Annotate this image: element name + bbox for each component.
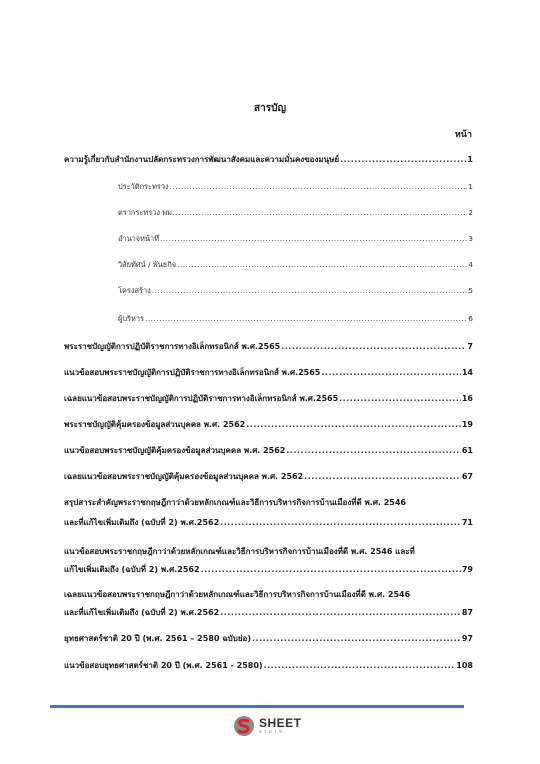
toc-entry-page: 16 — [461, 394, 473, 403]
toc-entry-page: 97 — [461, 634, 473, 643]
toc-entry[interactable] — [64, 418, 473, 431]
toc-entry-text: เฉลยแนวข้อสอบพระราชบัญญัติการปฏิบัติราชการทางอิเล็กทรอนิกส์ พ.ศ.2565 — [64, 394, 339, 403]
toc-subentry[interactable] — [64, 313, 473, 325]
footer-rule — [50, 705, 464, 708]
toc-entry-page: 14 — [461, 368, 473, 377]
toc-entry-text: ตรากระทรวง พม. — [118, 208, 175, 217]
toc-subentry[interactable] — [64, 285, 473, 297]
leader-dots — [321, 368, 460, 377]
toc-entry-page: 5 — [468, 286, 473, 295]
toc-entry-page: 3 — [468, 234, 473, 243]
toc-entry-page: 87 — [461, 608, 473, 617]
toc-subentry[interactable] — [64, 207, 473, 219]
toc-entry-text-line1: เฉลยแนวข้อสอบพระราชกฤษฎีกาว่าด้วยหลักเกณฑ์และวิธีการบริหารกิจการบ้านเมืองที่ดี พ.ศ. 2546 — [64, 590, 411, 599]
logo-wordmark — [259, 715, 302, 735]
leader-dots — [220, 518, 461, 527]
sheet-logo-icon — [233, 715, 255, 737]
toc-entry-text: ประวัติกระทรวง — [118, 182, 169, 191]
logo-text: SHEET — [259, 715, 302, 730]
toc-entry-text: อำนาจหน้าที่ — [118, 234, 160, 243]
toc-entry[interactable] — [64, 444, 473, 457]
leader-dots — [339, 394, 461, 403]
toc-entry[interactable] — [64, 153, 473, 166]
toc-entry-text: แนวข้อสอบพระราชบัญญัติการปฏิบัติราชการทางอิเล็กทรอนิกส์ พ.ศ.2565 — [64, 368, 321, 377]
toc-entry-text: วิสัยทัศน์ / พันธกิจ — [118, 260, 177, 269]
leader-dots — [220, 608, 461, 617]
toc-entry[interactable] — [64, 340, 473, 353]
toc-entry-text: แนวข้อสอบยุทธศาสตร์ชาติ 20 ปี (พ.ศ. 2561 - 2580) — [64, 661, 263, 670]
toc-entry-text-line1: แนวข้อสอบพระราชกฤษฎีกาว่าด้วยหลักเกณฑ์และวิธีการบริหารกิจการบ้านเมืองที่ดี พ.ศ. 2546 และที่ — [64, 547, 415, 556]
toc-entry-line2 — [64, 563, 473, 576]
leader-dots — [177, 260, 467, 269]
leader-dots — [160, 234, 467, 243]
leader-dots — [175, 208, 467, 217]
toc-entry-page: 6 — [468, 314, 473, 323]
logo-subtext: store — [259, 728, 286, 735]
toc-entry[interactable] — [64, 632, 473, 645]
toc-subentry[interactable] — [64, 259, 473, 271]
toc-entry-page: 71 — [461, 518, 473, 527]
toc-entry-text: พระราชบัญญัติคุ้มครองข้อมูลส่วนบุคคล พ.ศ. 2562 — [64, 420, 246, 429]
toc-entry-text: พระราชบัญญัติการปฏิบัติราชการทางอิเล็กทรอนิกส์ พ.ศ.2565 — [64, 342, 281, 351]
toc-entry-page: 19 — [461, 420, 473, 429]
toc-entry-text: ผู้บริหาร — [118, 314, 144, 323]
toc-subentry[interactable] — [64, 233, 473, 245]
toc-entry-line2 — [64, 516, 473, 529]
toc-entry-text-line2: และที่แก้ไขเพิ่มเติมถึง (ฉบับที่ 2) พ.ศ.2562 — [64, 518, 220, 527]
toc-entry-text: ความรู้เกี่ยวกับสำนักงานปลัดกระทรวงการพัฒนาสังคมและความมั่นคงของมนุษย์ — [64, 155, 340, 164]
toc-entry-text-line1: สรุปสาระสำคัญพระราชกฤษฎีกาว่าด้วยหลักเกณฑ์และวิธีการบริหารกิจการบ้านเมืองที่ดี พ.ศ. 2546 — [64, 498, 406, 507]
toc-entry-text: แนวข้อสอบพระราชบัญญัติคุ้มครองข้อมูลส่วนบุคคล พ.ศ. 2562 — [64, 446, 286, 455]
toc-entry-page: 1 — [467, 155, 473, 164]
toc-entry-page: 7 — [467, 342, 473, 351]
page-column-label: หน้า — [454, 130, 472, 140]
toc-entry-page: 1 — [468, 182, 473, 191]
leader-dots — [170, 182, 468, 191]
leader-dots — [340, 155, 466, 164]
toc-entry-page: 79 — [461, 565, 473, 574]
leader-dots — [145, 314, 467, 323]
toc-entry[interactable] — [64, 659, 473, 672]
toc-entry-text-line2: และที่แก้ไขเพิ่มเติมถึง (ฉบับที่ 2) พ.ศ.2562 — [64, 608, 220, 617]
toc-entry-page: 67 — [461, 472, 473, 481]
leader-dots — [286, 446, 460, 455]
sheet-store-logo — [233, 715, 302, 737]
toc-entry[interactable] — [64, 470, 473, 483]
toc-entry-text-line2: แก้ไขเพิ่มเติมถึง (ฉบับที่ 2) พ.ศ.2562 — [64, 565, 200, 574]
leader-dots — [201, 565, 461, 574]
leader-dots — [281, 342, 466, 351]
toc-title: สารบัญ — [254, 103, 286, 114]
toc-entry-page: 4 — [468, 260, 473, 269]
leader-dots — [246, 420, 461, 429]
leader-dots — [264, 661, 456, 670]
toc-entry-text: ยุทธศาสตร์ชาติ 20 ปี (พ.ศ. 2561 – 2580 ฉบับย่อ) — [64, 634, 251, 643]
toc-entry-page: 61 — [461, 446, 473, 455]
toc-entry-text: โครงสร้าง — [118, 286, 151, 295]
leader-dots — [252, 634, 461, 643]
leader-dots — [304, 472, 461, 481]
toc-entry[interactable] — [64, 366, 473, 379]
toc-entry-page: 2 — [468, 208, 473, 217]
leader-dots — [152, 286, 468, 295]
toc-entry-line2 — [64, 606, 473, 619]
toc-subentry[interactable] — [64, 181, 473, 193]
toc-entry-text: เฉลยแนวข้อสอบพระราชบัญญัติคุ้มครองข้อมูลส่วนบุคคล พ.ศ. 2562 — [64, 472, 304, 481]
toc-entry-page: 108 — [456, 661, 473, 670]
toc-entry[interactable] — [64, 392, 473, 405]
